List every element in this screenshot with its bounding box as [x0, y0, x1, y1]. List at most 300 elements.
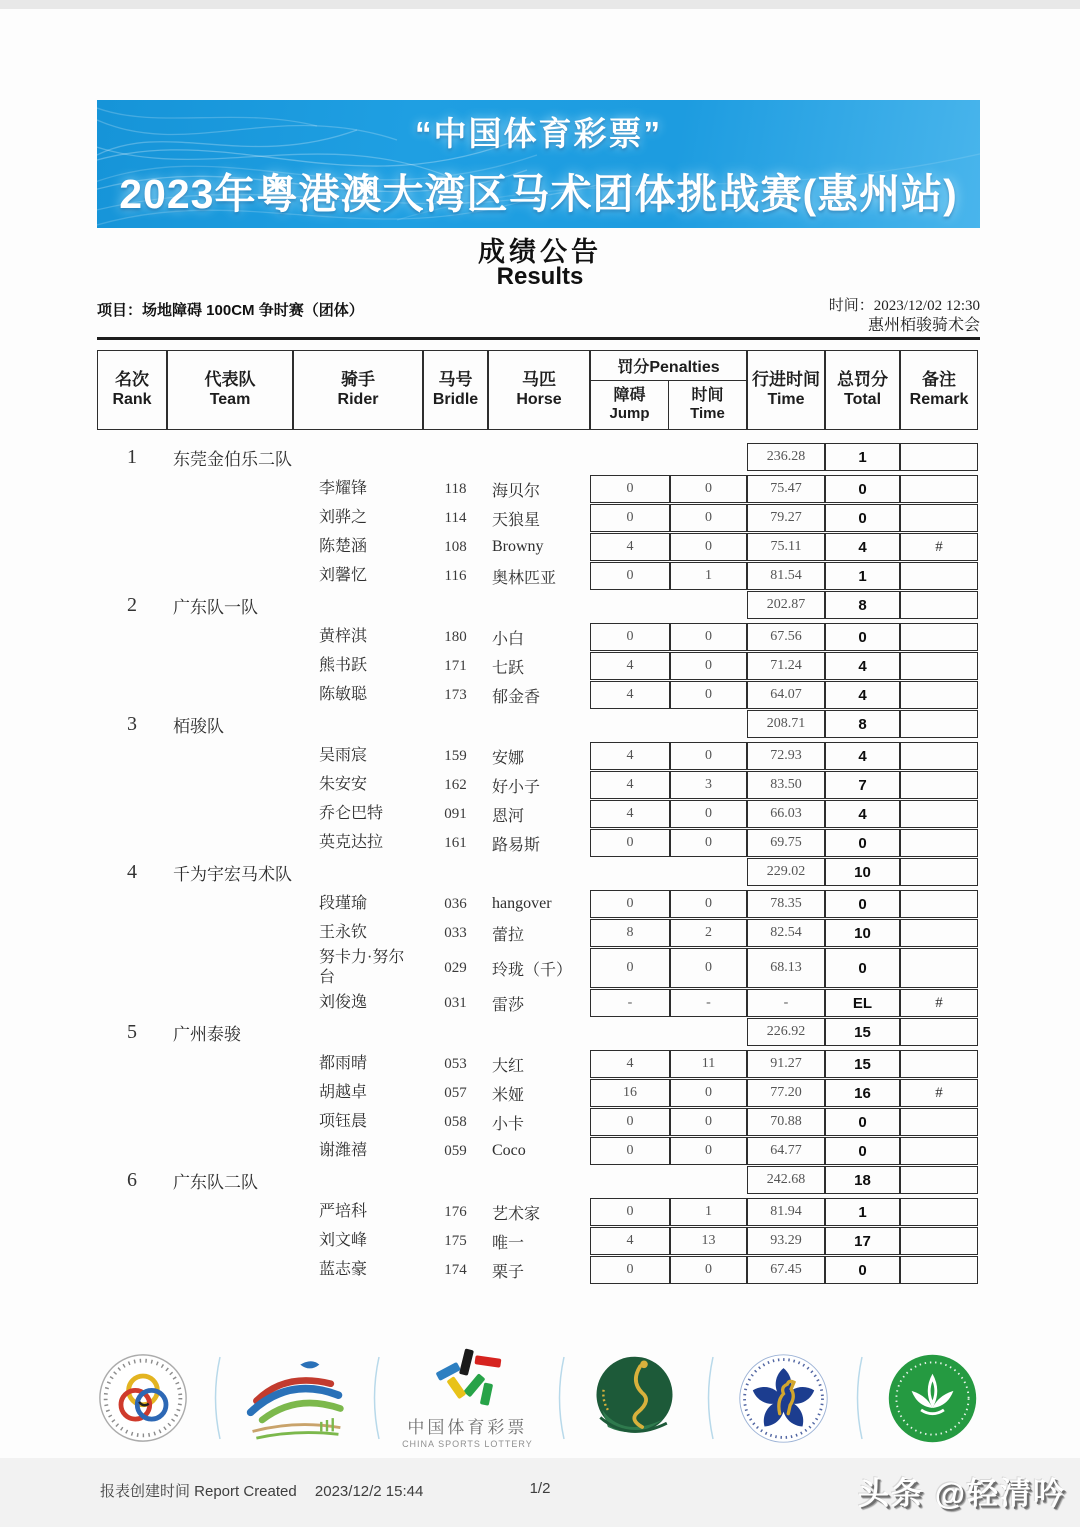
- rider-remark-value: [900, 623, 978, 651]
- empty-cell: [167, 800, 293, 828]
- time-penalty-value: 3: [670, 771, 747, 799]
- jump-penalty-value: 0: [590, 475, 670, 503]
- rider-total-value: 0: [825, 829, 900, 857]
- empty-cell: [167, 652, 293, 680]
- time-penalty-value: 0: [670, 1137, 747, 1165]
- empty-cell: [423, 858, 488, 886]
- team-rank-value: 3: [127, 712, 137, 735]
- team-time-value: 229.02: [747, 858, 825, 886]
- empty-cell: [97, 475, 167, 503]
- page-top-edge: [0, 0, 1080, 9]
- horse-name-value: 大红: [492, 1057, 525, 1075]
- rider-row: [97, 475, 980, 503]
- team-row: [97, 443, 980, 471]
- logo-separator-arc: [851, 1355, 865, 1441]
- ride-time-value: 77.20: [747, 1079, 825, 1107]
- team-total-value: 18: [825, 1166, 900, 1194]
- empty-cell: [670, 1018, 747, 1046]
- col-header-horse: [488, 350, 590, 430]
- empty-cell: [293, 710, 423, 738]
- rider-name-value: 严培科: [319, 1203, 368, 1220]
- col-header-ride-time-zh: 行进时间: [752, 370, 820, 389]
- lottery-logo-text-en: CHINA SPORTS LOTTERY: [402, 1439, 533, 1449]
- rider-row: [97, 1198, 980, 1226]
- col-header-rank-zh: 名次: [115, 370, 149, 389]
- horse-name-value: 天狼星: [492, 511, 541, 529]
- bridle-number-value: 116: [444, 567, 467, 584]
- rider-total-value: 0: [825, 1137, 900, 1165]
- empty-cell: [423, 1166, 488, 1194]
- rider-row: [97, 1227, 980, 1255]
- empty-cell: [97, 1108, 167, 1136]
- empty-cell: [167, 1227, 293, 1255]
- ride-time-value: 79.27: [747, 504, 825, 532]
- empty-cell: [167, 1079, 293, 1107]
- team-remark-value: [900, 1018, 978, 1046]
- empty-cell: [97, 1227, 167, 1255]
- team-remark-value: [900, 591, 978, 619]
- rider-row: [97, 948, 980, 988]
- col-header-rider: [293, 350, 423, 430]
- rider-total-value: 0: [825, 948, 900, 988]
- rider-remark-value: #: [900, 533, 978, 561]
- empty-cell: [590, 591, 670, 619]
- sports-federation-rings-logo: [97, 1352, 189, 1444]
- empty-cell: [167, 681, 293, 709]
- rider-total-value: 0: [825, 890, 900, 918]
- team-remark-value: [900, 443, 978, 471]
- rider-total-value: 15: [825, 1050, 900, 1078]
- empty-cell: [590, 1166, 670, 1194]
- team-row: [97, 858, 980, 886]
- empty-cell: [97, 533, 167, 561]
- rider-remark-value: [900, 1227, 978, 1255]
- empty-cell: [97, 1079, 167, 1107]
- bridle-number-value: 036: [444, 895, 467, 912]
- rider-row: [97, 771, 980, 799]
- logo-separator-arc: [368, 1355, 382, 1441]
- meta-row: [97, 297, 980, 335]
- empty-cell: [167, 1137, 293, 1165]
- empty-cell: [488, 710, 590, 738]
- rider-total-value: 1: [825, 562, 900, 590]
- team-rank-value: 6: [127, 1168, 137, 1191]
- empty-cell: [97, 504, 167, 532]
- horse-name-value: 好小子: [492, 778, 541, 796]
- team-row: [97, 1018, 980, 1046]
- results-table-body: [97, 443, 980, 1284]
- empty-cell: [167, 771, 293, 799]
- green-badge-rider-logo: [587, 1351, 682, 1446]
- team-time-value: 242.68: [747, 1166, 825, 1194]
- time-penalty-value: 0: [670, 800, 747, 828]
- rider-row: [97, 1256, 980, 1284]
- horse-name-value: Coco: [492, 1142, 526, 1159]
- bridle-number-value: 058: [444, 1113, 467, 1130]
- jump-penalty-value: 0: [590, 562, 670, 590]
- rider-name-value: 熊书跃: [319, 657, 368, 674]
- time-penalty-value: 13: [670, 1227, 747, 1255]
- empty-cell: [670, 1166, 747, 1194]
- time-penalty-value: 0: [670, 1108, 747, 1136]
- report-created-line: [100, 1480, 423, 1501]
- team-name-value: 栢骏队: [173, 716, 224, 736]
- col-header-bridle-zh: 马号: [438, 370, 473, 389]
- rider-remark-value: [900, 919, 978, 947]
- col-header-total-en: Total: [843, 391, 882, 408]
- rider-row: [97, 1050, 980, 1078]
- rider-row: [97, 652, 980, 680]
- bridle-number-value: 057: [444, 1084, 467, 1101]
- rider-total-value: 0: [825, 475, 900, 503]
- rider-remark-value: [900, 681, 978, 709]
- results-table: [97, 350, 980, 1285]
- rider-row: [97, 623, 980, 651]
- rider-name-value: 陈敏聪: [319, 686, 368, 703]
- rider-row: [97, 1108, 980, 1136]
- time-penalty-value: 0: [670, 652, 747, 680]
- empty-cell: [293, 1018, 423, 1046]
- lottery-logo-text-zh: 中国体育彩票: [407, 1418, 528, 1437]
- rider-remark-value: [900, 742, 978, 770]
- rider-name-value: 谢潍禧: [319, 1142, 368, 1159]
- empty-cell: [97, 742, 167, 770]
- jump-penalty-value: 4: [590, 771, 670, 799]
- bridle-number-value: 159: [444, 747, 467, 764]
- empty-cell: [97, 1137, 167, 1165]
- col-header-penalties-group: [590, 350, 747, 430]
- event-info: 项目：场地障碍 100CM 争时赛（团体）: [97, 302, 364, 319]
- empty-cell: [167, 504, 293, 532]
- rider-total-value: 7: [825, 771, 900, 799]
- jump-penalty-value: 8: [590, 919, 670, 947]
- rider-remark-value: [900, 890, 978, 918]
- ride-time-value: 81.54: [747, 562, 825, 590]
- rider-remark-value: [900, 1050, 978, 1078]
- watermark-text: 头条 @轻清吟: [858, 1476, 1066, 1511]
- rider-remark-value: [900, 562, 978, 590]
- rider-name-value: 朱安安: [319, 776, 368, 793]
- time-penalty-value: 1: [670, 1198, 747, 1226]
- time-penalty-value: 0: [670, 623, 747, 651]
- bridle-number-value: 175: [444, 1232, 467, 1249]
- jump-penalty-value: 4: [590, 652, 670, 680]
- team-rank-value: 2: [127, 593, 137, 616]
- col-header-horse-en: Horse: [516, 391, 562, 408]
- jump-penalty-value: 4: [590, 533, 670, 561]
- team-name-value: 广州泰骏: [173, 1024, 241, 1044]
- ride-time-value: 75.11: [747, 533, 825, 561]
- col-header-bridle: [423, 350, 488, 430]
- jump-penalty-value: 0: [590, 1256, 670, 1284]
- empty-cell: [167, 1108, 293, 1136]
- empty-cell: [488, 1166, 590, 1194]
- col-header-rank-en: Rank: [112, 391, 152, 408]
- team-name-value: 广东队一队: [173, 597, 258, 617]
- jump-penalty-value: 0: [590, 1137, 670, 1165]
- col-header-jump-zh: 障碍: [613, 387, 646, 404]
- team-total-value: 1: [825, 443, 900, 471]
- empty-cell: [97, 562, 167, 590]
- empty-cell: [670, 858, 747, 886]
- empty-cell: [488, 1018, 590, 1046]
- rider-remark-value: [900, 1137, 978, 1165]
- rider-name-value: 项钰晨: [319, 1113, 368, 1130]
- bridle-number-value: 118: [444, 480, 467, 497]
- empty-cell: [97, 919, 167, 947]
- horse-name-value: 唯一: [492, 1234, 525, 1252]
- ride-time-value: 64.07: [747, 681, 825, 709]
- jump-penalty-value: 0: [590, 1198, 670, 1226]
- jump-penalty-value: 0: [590, 890, 670, 918]
- green-horse-emblem-logo: [885, 1351, 980, 1446]
- ride-time-value: 70.88: [747, 1108, 825, 1136]
- bridle-number-value: 091: [444, 805, 467, 822]
- rider-name-value: 刘骅之: [319, 509, 368, 526]
- col-header-time-penalty: [669, 381, 746, 429]
- col-header-team-zh: 代表队: [204, 370, 256, 389]
- rider-name-value: 刘文峰: [319, 1232, 368, 1249]
- team-remark-value: [900, 710, 978, 738]
- rider-row: [97, 829, 980, 857]
- empty-cell: [670, 591, 747, 619]
- banner-sponsor-line: “中国体育彩票”: [415, 115, 662, 152]
- rider-remark-value: [900, 1198, 978, 1226]
- host-club: 惠州栢骏骑术会: [867, 317, 980, 334]
- bridle-number-value: 171: [444, 657, 467, 674]
- horse-name-value: 艺术家: [492, 1205, 541, 1223]
- empty-cell: [97, 623, 167, 651]
- time-penalty-value: 0: [670, 1256, 747, 1284]
- empty-cell: [167, 533, 293, 561]
- jump-penalty-value: 4: [590, 681, 670, 709]
- team-name-value: 广东队二队: [173, 1172, 258, 1192]
- time-penalty-value: 0: [670, 742, 747, 770]
- header-divider-rule: [97, 337, 980, 340]
- team-time-value: 236.28: [747, 443, 825, 471]
- bridle-number-value: 053: [444, 1055, 467, 1072]
- rider-name-value: 段瑾瑜: [319, 895, 368, 912]
- col-header-horse-zh: 马匹: [522, 370, 556, 389]
- ride-time-value: 72.93: [747, 742, 825, 770]
- bridle-number-value: 029: [444, 959, 467, 976]
- col-header-penalties-label: 罚分Penalties: [591, 351, 746, 381]
- empty-cell: [97, 890, 167, 918]
- team-rank-value: 5: [127, 1020, 137, 1043]
- bridle-number-value: 114: [444, 509, 467, 526]
- empty-cell: [97, 652, 167, 680]
- empty-cell: [167, 623, 293, 651]
- horse-name-value: 七跃: [492, 659, 525, 677]
- rider-remark-value: [900, 504, 978, 532]
- team-rank-value: 4: [127, 860, 137, 883]
- ride-time-value: 67.45: [747, 1256, 825, 1284]
- rider-total-value: 4: [825, 681, 900, 709]
- empty-cell: [97, 829, 167, 857]
- col-header-jump-en: Jump: [609, 405, 650, 422]
- rider-row: [97, 890, 980, 918]
- empty-cell: [167, 948, 293, 988]
- blue-flower-horse-logo: [736, 1351, 831, 1446]
- empty-cell: [167, 989, 293, 1017]
- rider-row: [97, 533, 980, 561]
- team-row: [97, 591, 980, 619]
- rider-row: [97, 989, 980, 1017]
- empty-cell: [293, 1166, 423, 1194]
- empty-cell: [423, 710, 488, 738]
- rider-total-value: 0: [825, 504, 900, 532]
- ride-time-value: 91.27: [747, 1050, 825, 1078]
- team-total-value: 8: [825, 591, 900, 619]
- col-header-remark: [900, 350, 978, 430]
- empty-cell: [97, 1050, 167, 1078]
- rider-remark-value: [900, 948, 978, 988]
- team-time-value: 208.71: [747, 710, 825, 738]
- jump-penalty-value: 4: [590, 1227, 670, 1255]
- empty-cell: [670, 443, 747, 471]
- rider-remark-value: #: [900, 989, 978, 1017]
- col-header-time-penalty-en: Time: [690, 405, 725, 422]
- horse-name-value: 蕾拉: [492, 926, 525, 944]
- empty-cell: [97, 989, 167, 1017]
- empty-cell: [167, 1256, 293, 1284]
- empty-cell: [590, 443, 670, 471]
- col-header-jump: [591, 381, 669, 429]
- bridle-number-value: 176: [444, 1203, 467, 1220]
- rider-name-value: 刘馨忆: [319, 567, 368, 584]
- empty-cell: [423, 443, 488, 471]
- rider-remark-value: [900, 1256, 978, 1284]
- empty-cell: [590, 710, 670, 738]
- banner-event-title: 2023年粤港澳大湾区马术团体挑战赛(惠州站): [119, 171, 958, 217]
- page-title-zh: 成绩公告: [478, 237, 602, 267]
- rider-total-value: 17: [825, 1227, 900, 1255]
- jump-penalty-value: 16: [590, 1079, 670, 1107]
- time-penalty-value: 0: [670, 890, 747, 918]
- horse-name-value: hangover: [492, 895, 552, 912]
- rider-row: [97, 742, 980, 770]
- rider-remark-value: [900, 652, 978, 680]
- bridle-number-value: 174: [444, 1261, 467, 1278]
- rider-total-value: 1: [825, 1198, 900, 1226]
- empty-cell: [167, 1050, 293, 1078]
- empty-cell: [590, 1018, 670, 1046]
- rider-total-value: EL: [825, 989, 900, 1017]
- empty-cell: [488, 858, 590, 886]
- empty-cell: [167, 562, 293, 590]
- bridle-number-value: 180: [444, 628, 467, 645]
- page-number: 1/2: [529, 1480, 551, 1497]
- time-penalty-value: 0: [670, 533, 747, 561]
- logo-separator-arc: [553, 1355, 567, 1441]
- china-sports-lottery-logo: [402, 1347, 533, 1449]
- rider-total-value: 16: [825, 1079, 900, 1107]
- empty-cell: [488, 443, 590, 471]
- team-time-value: 226.92: [747, 1018, 825, 1046]
- rider-total-value: 10: [825, 919, 900, 947]
- team-name-value: 千为宇宏马术队: [173, 864, 292, 884]
- time-penalty-value: 0: [670, 681, 747, 709]
- team-total-value: 8: [825, 710, 900, 738]
- rider-name-value: 乔仑巴特: [319, 805, 384, 822]
- horse-name-value: 海贝尔: [492, 482, 541, 500]
- time-penalty-value: 0: [670, 948, 747, 988]
- empty-cell: [423, 1018, 488, 1046]
- col-header-remark-zh: 备注: [922, 370, 956, 389]
- col-header-team: [167, 350, 293, 430]
- rider-total-value: 0: [825, 623, 900, 651]
- rider-row: [97, 1137, 980, 1165]
- rider-total-value: 0: [825, 1108, 900, 1136]
- bridle-number-value: 173: [444, 686, 467, 703]
- col-header-bridle-en: Bridle: [432, 391, 479, 408]
- time-penalty-value: 0: [670, 504, 747, 532]
- rider-row: [97, 919, 980, 947]
- team-remark-value: [900, 858, 978, 886]
- ride-time-value: 81.94: [747, 1198, 825, 1226]
- rider-total-value: 4: [825, 533, 900, 561]
- horse-name-value: 奥林匹亚: [492, 569, 557, 587]
- logo-separator-arc: [702, 1355, 716, 1441]
- ride-time-value: 67.56: [747, 623, 825, 651]
- ride-time-value: 68.13: [747, 948, 825, 988]
- empty-cell: [423, 591, 488, 619]
- empty-cell: [167, 1198, 293, 1226]
- rider-total-value: 4: [825, 800, 900, 828]
- empty-cell: [293, 443, 423, 471]
- empty-cell: [590, 858, 670, 886]
- rider-remark-value: [900, 829, 978, 857]
- team-name-value: 东莞金伯乐二队: [173, 449, 292, 469]
- col-header-ride-time-en: Time: [767, 391, 805, 408]
- event-time: 时间：2023/12/02 12:30: [828, 298, 980, 314]
- empty-cell: [670, 710, 747, 738]
- empty-cell: [167, 919, 293, 947]
- team-row: [97, 710, 980, 738]
- rider-name-value: 吴雨宸: [319, 747, 368, 764]
- rider-row: [97, 562, 980, 590]
- rider-name-value: 李耀锋: [319, 480, 368, 497]
- horse-name-value: 玲珑（千）: [492, 961, 573, 979]
- time-penalty-value: -: [670, 989, 747, 1017]
- rider-remark-value: [900, 771, 978, 799]
- rider-row: [97, 800, 980, 828]
- ride-time-value: 82.54: [747, 919, 825, 947]
- empty-cell: [167, 475, 293, 503]
- jump-penalty-value: -: [590, 989, 670, 1017]
- rider-row: [97, 681, 980, 709]
- team-row: [97, 1166, 980, 1194]
- report-created-label: 报表创建时间 Report Created: [100, 1483, 297, 1500]
- empty-cell: [167, 890, 293, 918]
- team-remark-value: [900, 1166, 978, 1194]
- page-title-en: Results: [496, 263, 584, 290]
- jump-penalty-value: 0: [590, 948, 670, 988]
- ride-time-value: 75.47: [747, 475, 825, 503]
- horse-name-value: 小白: [492, 630, 525, 648]
- col-header-rider-zh: 骑手: [341, 370, 375, 389]
- col-header-team-en: Team: [209, 391, 251, 408]
- col-header-ride-time: [747, 350, 825, 430]
- rider-row: [97, 1079, 980, 1107]
- logo-row: [97, 1348, 980, 1448]
- horse-name-value: 雷莎: [492, 996, 525, 1014]
- rider-name-value: 黄梓淇: [319, 628, 368, 645]
- rider-remark-value: [900, 800, 978, 828]
- rider-name-value: 王永钦: [319, 924, 368, 941]
- rider-name-value: 胡越卓: [319, 1084, 368, 1101]
- rider-name-value: 都雨晴: [319, 1055, 368, 1072]
